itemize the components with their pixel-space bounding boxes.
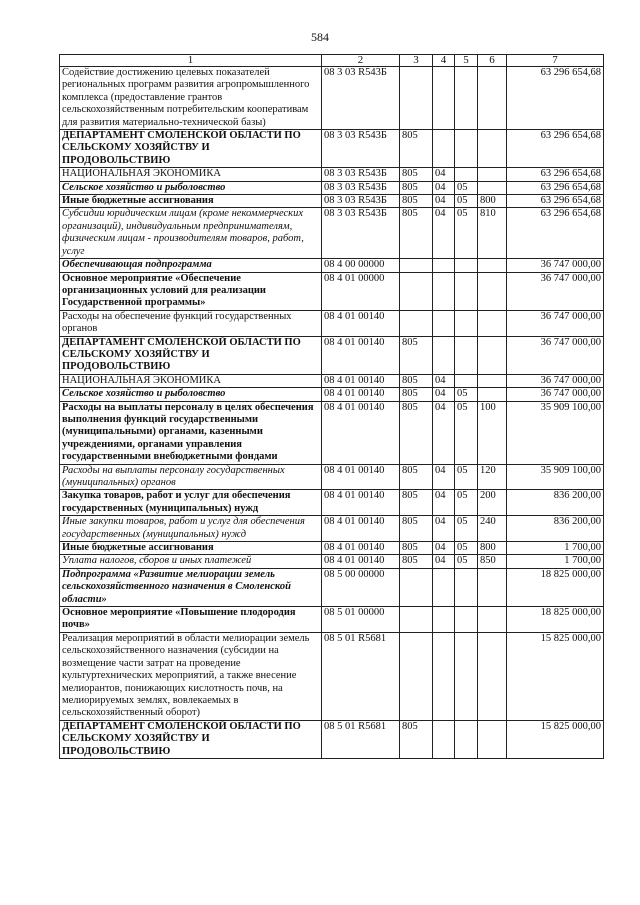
subsection-code: 05 <box>455 208 478 259</box>
expense-type-code <box>478 568 507 606</box>
amount: 63 296 654,68 <box>507 168 604 181</box>
grbs-code: 805 <box>400 542 433 555</box>
section-code: 04 <box>433 555 455 568</box>
amount: 36 747 000,00 <box>507 374 604 387</box>
expense-type-code <box>478 181 507 194</box>
grbs-code <box>400 607 433 633</box>
expense-type-code <box>478 607 507 633</box>
table-row <box>60 336 604 374</box>
subsection-code <box>455 607 478 633</box>
section-code: 04 <box>433 208 455 259</box>
amount: 15 825 000,00 <box>507 720 604 758</box>
budget-table <box>59 54 604 759</box>
table-row <box>60 388 604 401</box>
grbs-code <box>400 568 433 606</box>
section-code <box>433 632 455 720</box>
table-row <box>60 401 604 464</box>
expense-type-code <box>478 130 507 168</box>
row-name: ДЕПАРТАМЕНТ СМОЛЕНСКОЙ ОБЛАСТИ ПО СЕЛЬСКОМУ ХОЗЯЙСТВУ И ПРОДОВОЛЬСТВИЮ <box>60 720 322 758</box>
expense-type-code: 810 <box>478 208 507 259</box>
table-row <box>60 374 604 387</box>
header-cell: 4 <box>433 55 455 67</box>
expense-type-code <box>478 272 507 310</box>
target-code: 08 4 01 00140 <box>322 336 400 374</box>
table-row <box>60 130 604 168</box>
subsection-code <box>455 272 478 310</box>
amount: 36 747 000,00 <box>507 259 604 272</box>
expense-type-code <box>478 388 507 401</box>
expense-type-code: 800 <box>478 542 507 555</box>
subsection-code: 05 <box>455 195 478 208</box>
section-code: 04 <box>433 181 455 194</box>
row-name: Субсидии юридическим лицам (кроме некоммерческих организаций), индивидуальным предпринимателям, физическим лицам - производителям товаров, работ, услуг <box>60 208 322 259</box>
target-code: 08 4 01 00140 <box>322 490 400 516</box>
grbs-code: 805 <box>400 336 433 374</box>
grbs-code: 805 <box>400 464 433 490</box>
table-row <box>60 67 604 130</box>
row-name: ДЕПАРТАМЕНТ СМОЛЕНСКОЙ ОБЛАСТИ ПО СЕЛЬСКОМУ ХОЗЯЙСТВУ И ПРОДОВОЛЬСТВИЮ <box>60 130 322 168</box>
section-code: 04 <box>433 374 455 387</box>
section-code <box>433 310 455 336</box>
table-row <box>60 607 604 633</box>
table-row <box>60 259 604 272</box>
row-name: Расходы на выплаты персоналу в целях обеспечения выполнения функций государственными (муниципальными) органами, казенными учреждениями, органами управления государственными внебюджетными фондами <box>60 401 322 464</box>
subsection-code <box>455 632 478 720</box>
table-row <box>60 568 604 606</box>
row-name: Расходы на обеспечение функций государственных органов <box>60 310 322 336</box>
expense-type-code <box>478 632 507 720</box>
grbs-code <box>400 310 433 336</box>
subsection-code: 05 <box>455 401 478 464</box>
target-code: 08 4 01 00140 <box>322 388 400 401</box>
row-name: Подпрограмма «Развитие мелиорации земель сельскохозяйственного назначения в Смоленской области» <box>60 568 322 606</box>
grbs-code: 805 <box>400 168 433 181</box>
table-row <box>60 542 604 555</box>
section-code <box>433 67 455 130</box>
grbs-code: 805 <box>400 516 433 542</box>
row-name: Закупка товаров, работ и услуг для обеспечения государственных (муниципальных) нужд <box>60 490 322 516</box>
section-code: 04 <box>433 168 455 181</box>
table-row <box>60 168 604 181</box>
section-code <box>433 259 455 272</box>
amount: 18 825 000,00 <box>507 607 604 633</box>
amount: 63 296 654,68 <box>507 208 604 259</box>
section-code <box>433 130 455 168</box>
section-code <box>433 720 455 758</box>
target-code: 08 4 01 00140 <box>322 374 400 387</box>
amount: 35 909 100,00 <box>507 464 604 490</box>
row-name: Основное мероприятие «Повышение плодородия почв» <box>60 607 322 633</box>
target-code: 08 5 01 00000 <box>322 607 400 633</box>
grbs-code <box>400 272 433 310</box>
target-code: 08 4 01 00140 <box>322 310 400 336</box>
expense-type-code <box>478 310 507 336</box>
row-name: ДЕПАРТАМЕНТ СМОЛЕНСКОЙ ОБЛАСТИ ПО СЕЛЬСКОМУ ХОЗЯЙСТВУ И ПРОДОВОЛЬСТВИЮ <box>60 336 322 374</box>
section-code <box>433 568 455 606</box>
amount: 836 200,00 <box>507 490 604 516</box>
expense-type-code <box>478 259 507 272</box>
expense-type-code <box>478 168 507 181</box>
row-name: НАЦИОНАЛЬНАЯ ЭКОНОМИКА <box>60 168 322 181</box>
amount: 15 825 000,00 <box>507 632 604 720</box>
subsection-code: 05 <box>455 181 478 194</box>
table-row <box>60 516 604 542</box>
grbs-code: 805 <box>400 555 433 568</box>
subsection-code: 05 <box>455 490 478 516</box>
grbs-code: 805 <box>400 720 433 758</box>
amount: 63 296 654,68 <box>507 130 604 168</box>
target-code: 08 4 01 00140 <box>322 555 400 568</box>
row-name: Сельское хозяйство и рыболовство <box>60 388 322 401</box>
amount: 63 296 654,68 <box>507 67 604 130</box>
grbs-code <box>400 67 433 130</box>
grbs-code: 805 <box>400 195 433 208</box>
grbs-code: 805 <box>400 374 433 387</box>
grbs-code: 805 <box>400 130 433 168</box>
grbs-code: 805 <box>400 388 433 401</box>
subsection-code: 05 <box>455 542 478 555</box>
section-code <box>433 607 455 633</box>
header-cell: 6 <box>478 55 507 67</box>
section-code: 04 <box>433 516 455 542</box>
amount: 63 296 654,68 <box>507 195 604 208</box>
table-row <box>60 272 604 310</box>
table-row <box>60 464 604 490</box>
row-name: НАЦИОНАЛЬНАЯ ЭКОНОМИКА <box>60 374 322 387</box>
target-code: 08 4 01 00140 <box>322 401 400 464</box>
row-name: Иные бюджетные ассигнования <box>60 542 322 555</box>
target-code: 08 4 00 00000 <box>322 259 400 272</box>
row-name: Реализация мероприятий в области мелиорации земель сельскохозяйственного назначения (субсидии на возмещение части затрат на проведение культуртехнических мероприятий, а также внесение мелиорантов, понижающих кислотность почв, на мелиорируемых землях, вовлекаемых в сельскохозяйственный оборот) <box>60 632 322 720</box>
subsection-code: 05 <box>455 464 478 490</box>
section-code <box>433 336 455 374</box>
header-cell: 2 <box>322 55 400 67</box>
expense-type-code: 240 <box>478 516 507 542</box>
table-row <box>60 208 604 259</box>
grbs-code: 805 <box>400 181 433 194</box>
amount: 36 747 000,00 <box>507 388 604 401</box>
target-code: 08 4 01 00000 <box>322 272 400 310</box>
subsection-code <box>455 310 478 336</box>
row-name: Иные закупки товаров, работ и услуг для обеспечения государственных (муниципальных) нужд <box>60 516 322 542</box>
page-number: 584 <box>311 30 329 44</box>
table-row <box>60 490 604 516</box>
subsection-code <box>455 67 478 130</box>
amount: 1 700,00 <box>507 542 604 555</box>
subsection-code <box>455 374 478 387</box>
grbs-code: 805 <box>400 490 433 516</box>
expense-type-code <box>478 67 507 130</box>
target-code: 08 3 03 R543Б <box>322 208 400 259</box>
subsection-code <box>455 568 478 606</box>
expense-type-code: 200 <box>478 490 507 516</box>
target-code: 08 5 01 R5681 <box>322 720 400 758</box>
amount: 36 747 000,00 <box>507 272 604 310</box>
grbs-code: 805 <box>400 208 433 259</box>
row-name: Иные бюджетные ассигнования <box>60 195 322 208</box>
target-code: 08 3 03 R543Б <box>322 195 400 208</box>
subsection-code: 05 <box>455 516 478 542</box>
subsection-code <box>455 336 478 374</box>
amount: 36 747 000,00 <box>507 336 604 374</box>
expense-type-code: 850 <box>478 555 507 568</box>
header-row <box>60 55 604 67</box>
row-name: Обеспечивающая подпрограмма <box>60 259 322 272</box>
grbs-code <box>400 632 433 720</box>
section-code: 04 <box>433 401 455 464</box>
target-code: 08 3 03 R543Б <box>322 130 400 168</box>
amount: 1 700,00 <box>507 555 604 568</box>
target-code: 08 5 00 00000 <box>322 568 400 606</box>
expense-type-code: 100 <box>478 401 507 464</box>
amount: 18 825 000,00 <box>507 568 604 606</box>
expense-type-code: 800 <box>478 195 507 208</box>
row-name: Основное мероприятие «Обеспечение организационных условий для реализации Государственной программы» <box>60 272 322 310</box>
header-cell: 1 <box>60 55 322 67</box>
expense-type-code: 120 <box>478 464 507 490</box>
amount: 836 200,00 <box>507 516 604 542</box>
section-code: 04 <box>433 542 455 555</box>
expense-type-code <box>478 336 507 374</box>
amount: 63 296 654,68 <box>507 181 604 194</box>
table-row <box>60 632 604 720</box>
target-code: 08 4 01 00140 <box>322 542 400 555</box>
target-code: 08 3 03 R543Б <box>322 67 400 130</box>
target-code: 08 5 01 R5681 <box>322 632 400 720</box>
section-code: 04 <box>433 490 455 516</box>
target-code: 08 4 01 00140 <box>322 516 400 542</box>
section-code <box>433 272 455 310</box>
row-name: Сельское хозяйство и рыболовство <box>60 181 322 194</box>
table-row <box>60 720 604 758</box>
subsection-code: 05 <box>455 555 478 568</box>
target-code: 08 3 03 R543Б <box>322 181 400 194</box>
header-cell: 3 <box>400 55 433 67</box>
expense-type-code <box>478 374 507 387</box>
section-code: 04 <box>433 388 455 401</box>
row-name: Содействие достижению целевых показателей региональных программ развития агропромышленного комплекса (предоставление грантов сельскохозяйственным потребительским кооперативам для развития материально-технической базы) <box>60 67 322 130</box>
subsection-code <box>455 130 478 168</box>
subsection-code: 05 <box>455 388 478 401</box>
amount: 36 747 000,00 <box>507 310 604 336</box>
row-name: Расходы на выплаты персоналу государственных (муниципальных) органов <box>60 464 322 490</box>
row-name: Уплата налогов, сборов и иных платежей <box>60 555 322 568</box>
table-row <box>60 181 604 194</box>
amount: 35 909 100,00 <box>507 401 604 464</box>
header-cell: 7 <box>507 55 604 67</box>
section-code: 04 <box>433 195 455 208</box>
target-code: 08 3 03 R543Б <box>322 168 400 181</box>
header-cell: 5 <box>455 55 478 67</box>
grbs-code <box>400 259 433 272</box>
target-code: 08 4 01 00140 <box>322 464 400 490</box>
subsection-code <box>455 168 478 181</box>
table-row <box>60 310 604 336</box>
section-code: 04 <box>433 464 455 490</box>
subsection-code <box>455 720 478 758</box>
subsection-code <box>455 259 478 272</box>
table-row <box>60 555 604 568</box>
table-row <box>60 195 604 208</box>
grbs-code: 805 <box>400 401 433 464</box>
expense-type-code <box>478 720 507 758</box>
